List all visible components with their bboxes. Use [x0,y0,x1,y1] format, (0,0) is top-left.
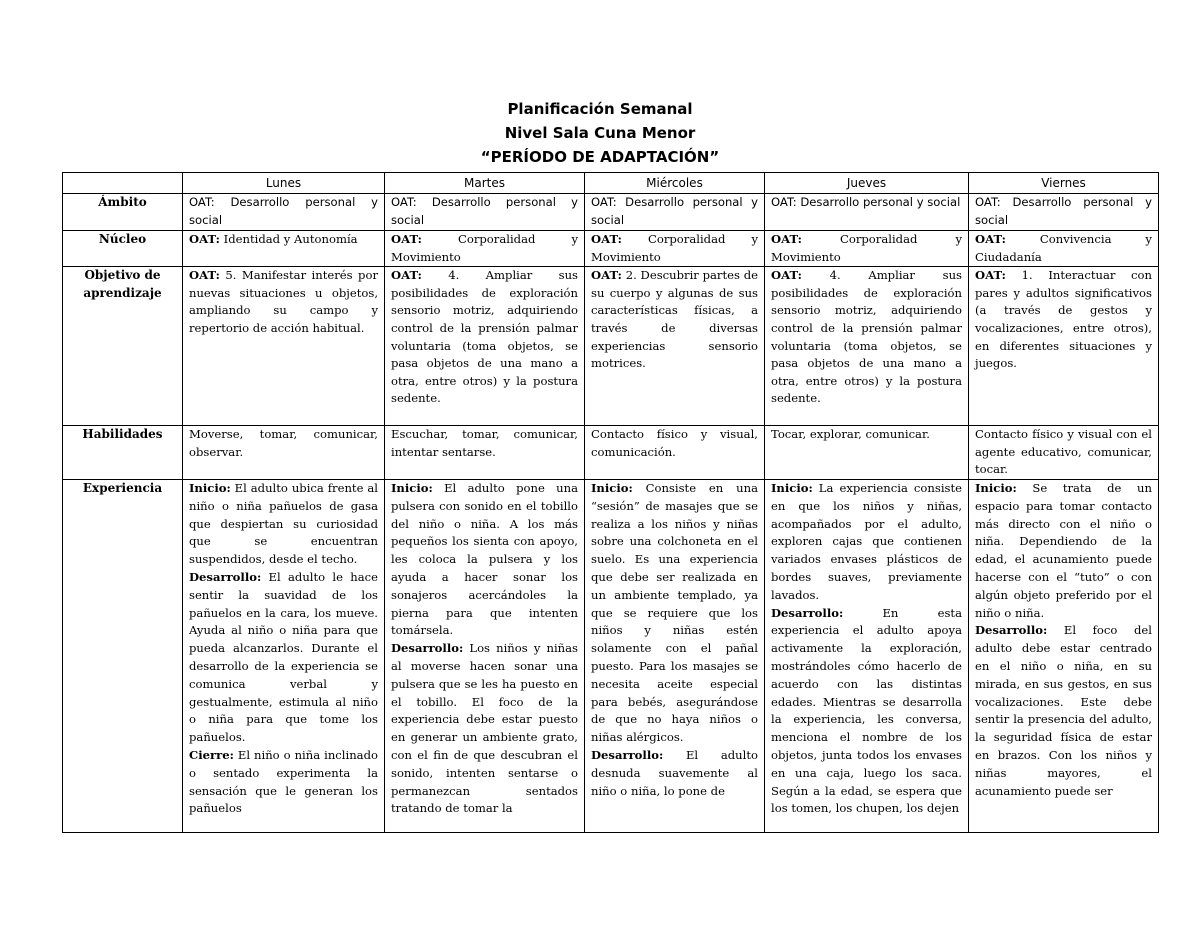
experiencia-thursday [765,479,969,832]
day-header-thursday: Jueves [765,173,969,194]
experiencia-wednesday [585,479,765,832]
nucleo-prefix: OAT: [975,232,1006,246]
inicio-label: Inicio: [391,480,433,495]
inicio-text: Se trata de un espacio para tomar contacto más directo con el niño o niña. Dependiendo de la edad, el acunamiento puede hacerse con el “tuto” o con algún objeto preferido por el niño o niña. [975,480,1152,620]
objetivo-prefix: OAT: [189,268,220,283]
desarrollo-text: El foco del adulto debe estar centrado en el niño o niña, en su mirada, en sus gestos, en sus vocalizaciones. Este debe sentir la presencia del adulto, la seguridad física de estar en brazos. Con los niños y niñas mayores, el acunamiento puede ser [975,623,1152,798]
table-header-row [63,173,1159,194]
inicio-label: Inicio: [591,480,633,495]
table-row-experiencia [63,479,1159,832]
day-header-friday: Viernes [969,173,1159,194]
objetivo-monday [183,267,385,426]
nucleo-tuesday [385,231,585,267]
document-level: Nivel Sala Cuna Menor [504,124,696,142]
inicio-label: Inicio: [189,480,231,495]
objetivo-prefix: OAT: [771,268,802,283]
nucleo-prefix: OAT: [391,232,422,246]
objetivo-wednesday [585,267,765,426]
objetivo-text: 4. Ampliar sus posibilidades de exploración sensorio motriz, adquiriendo control de la prensión palmar voluntaria (toma objetos, se pasa objetos de una mano a otra, entre otros) y la postura sedente. [391,268,578,406]
ambito-wednesday: OAT: Desarrollo personal y social [585,194,765,231]
ambito-tuesday: OAT: Desarrollo personal y social [385,194,585,231]
nucleo-friday [969,231,1159,267]
desarrollo-label: Desarrollo: [391,641,464,656]
objetivo-tuesday [385,267,585,426]
ambito-friday: OAT: Desarrollo personal y social [969,194,1159,231]
inicio-text: Consiste en una “sesión” de masajes que se realiza a los niños y niñas sobre una colchoneta en el suelo. Es una experiencia que debe ser realizada en un ambiente templado, ya que se requiere que los niños y niñas estén solamente con el pañal puesto. Para los masajes se necesita aceite especial para bebés, asegurándose de que no haya niños o niñas alérgicos. [591,480,758,745]
objetivo-prefix: OAT: [391,268,422,283]
desarrollo-text: En esta experiencia el adulto apoya activamente la exploración, mostrándoles cómo hacerlo de acuerdo con las distintas edades. Mientras se desarrolla la experiencia, les conversa, menciona el nombre de los objetos, junta todos los envases en una caja, luego los saca. Según a la edad, se espera que los tomen, los chupen, los dejen [771,605,962,816]
nucleo-prefix: OAT: [189,232,220,246]
nucleo-text: Corporalidad y Movimiento [391,232,578,264]
objetivo-text: 1. Interactuar con pares y adultos significativos (a través de gestos y vocalizaciones, entre otros), en diferentes situaciones y juegos. [975,268,1152,371]
nucleo-prefix: OAT: [771,232,802,246]
row-label-ambito: Ámbito [63,194,183,231]
desarrollo-text: El adulto desnuda suavemente al niño o niña, lo pone de [591,747,758,798]
experiencia-tuesday [385,479,585,832]
day-header-monday: Lunes [183,173,385,194]
inicio-label: Inicio: [975,480,1017,495]
habilidades-monday: Moverse, tomar, comunicar, observar. [183,426,385,480]
objetivo-thursday [765,267,969,426]
table-row-ambito [63,194,1159,231]
habilidades-wednesday: Contacto físico y visual, comunicación. [585,426,765,480]
nucleo-text: Identidad y Autonomía [219,232,358,246]
cierre-text: El niño o niña inclinado o sentado experimenta la sensación que le generan los pañuelos [189,747,378,816]
desarrollo-label: Desarrollo: [591,747,664,762]
desarrollo-text: Los niños y niñas al moverse hacen sonar una pulsera que se les ha puesto en el tobillo. El foco de la experiencia debe estar puesto en generar un ambiente grato, con el fin de que descubran el sonido, intenten sentarse o permanezcan sentados tratando de tomar la [391,641,578,816]
nucleo-wednesday [585,231,765,267]
nucleo-monday [183,231,385,267]
objetivo-prefix: OAT: [591,268,622,283]
nucleo-prefix: OAT: [591,232,622,246]
habilidades-tuesday: Escuchar, tomar, comunicar, intentar sentarse. [385,426,585,480]
weekly-plan-table [62,172,1159,833]
cierre-label: Cierre: [189,747,234,762]
ambito-monday: OAT: Desarrollo personal y social [183,194,385,231]
document-header [0,97,1200,169]
inicio-text: El adulto ubica frente al niño o niña pañuelos de gasa que despiertan su curiosidad que se encuentran suspendidos, desde el techo. [189,480,378,567]
objetivo-friday [969,267,1159,426]
table-row-nucleo [63,231,1159,267]
nucleo-text: Corporalidad y Movimiento [591,232,758,264]
objetivo-prefix: OAT: [975,268,1006,283]
row-label-objetivo: Objetivo de aprendizaje [63,267,183,426]
document-title: Planificación Semanal [507,100,693,118]
inicio-text: La experiencia consiste en que los niños y niñas, acompañados por el adulto, exploren cajas que contienen variados envases plásticos de bordes suaves, previamente lavados. [771,480,962,602]
row-label-habilidades: Habilidades [63,426,183,480]
day-header-wednesday: Miércoles [585,173,765,194]
objetivo-text: 5. Manifestar interés por nuevas situaciones u objetos, ampliando su campo y repertorio de acción habitual. [189,268,378,335]
desarrollo-label: Desarrollo: [771,605,844,620]
experiencia-friday [969,479,1159,832]
inicio-text: El adulto pone una pulsera con sonido en el tobillo del niño o niña. A los más pequeños los sienta con apoyo, les coloca la pulsera y los ayuda a hacer sonar los sonajeros acercándoles la pierna para que intenten tomársela. [391,480,578,638]
table-row-habilidades [63,426,1159,480]
desarrollo-label: Desarrollo: [975,623,1048,638]
row-label-nucleo: Núcleo [63,231,183,267]
day-header-tuesday: Martes [385,173,585,194]
document-period: “PERÍODO DE ADAPTACIÓN” [480,148,720,166]
nucleo-text: Convivencia y Ciudadanía [975,232,1152,264]
nucleo-text: Corporalidad y Movimiento [771,232,962,264]
experiencia-monday [183,479,385,832]
ambito-thursday: OAT: Desarrollo personal y social [765,194,969,231]
desarrollo-label: Desarrollo: [189,569,262,584]
inicio-label: Inicio: [771,480,813,495]
habilidades-friday: Contacto físico y visual con el agente educativo, comunicar, tocar. [969,426,1159,480]
objetivo-text: 4. Ampliar sus posibilidades de exploración sensorio motriz, adquiriendo control de la prensión palmar voluntaria (toma objetos, se pasa objetos de una mano a otra, entre otros) y la postura sedente. [771,268,962,406]
nucleo-thursday [765,231,969,267]
row-label-experiencia: Experiencia [63,479,183,832]
objetivo-text: 2. Descubrir partes de su cuerpo y algunas de sus características físicas, a través de diversas experiencias sensorio motrices. [591,268,758,371]
habilidades-thursday: Tocar, explorar, comunicar. [765,426,969,480]
corner-cell [63,173,183,194]
desarrollo-text: El adulto le hace sentir la suavidad de los pañuelos en la cara, los mueve. Ayuda al niño o niña para que pueda alcanzarlos. Durante el desarrollo de la experiencia se comunica verbal y gestualmente, estimula al niño o niña para que tome los pañuelos. [189,569,378,745]
table-row-objetivo [63,267,1159,426]
